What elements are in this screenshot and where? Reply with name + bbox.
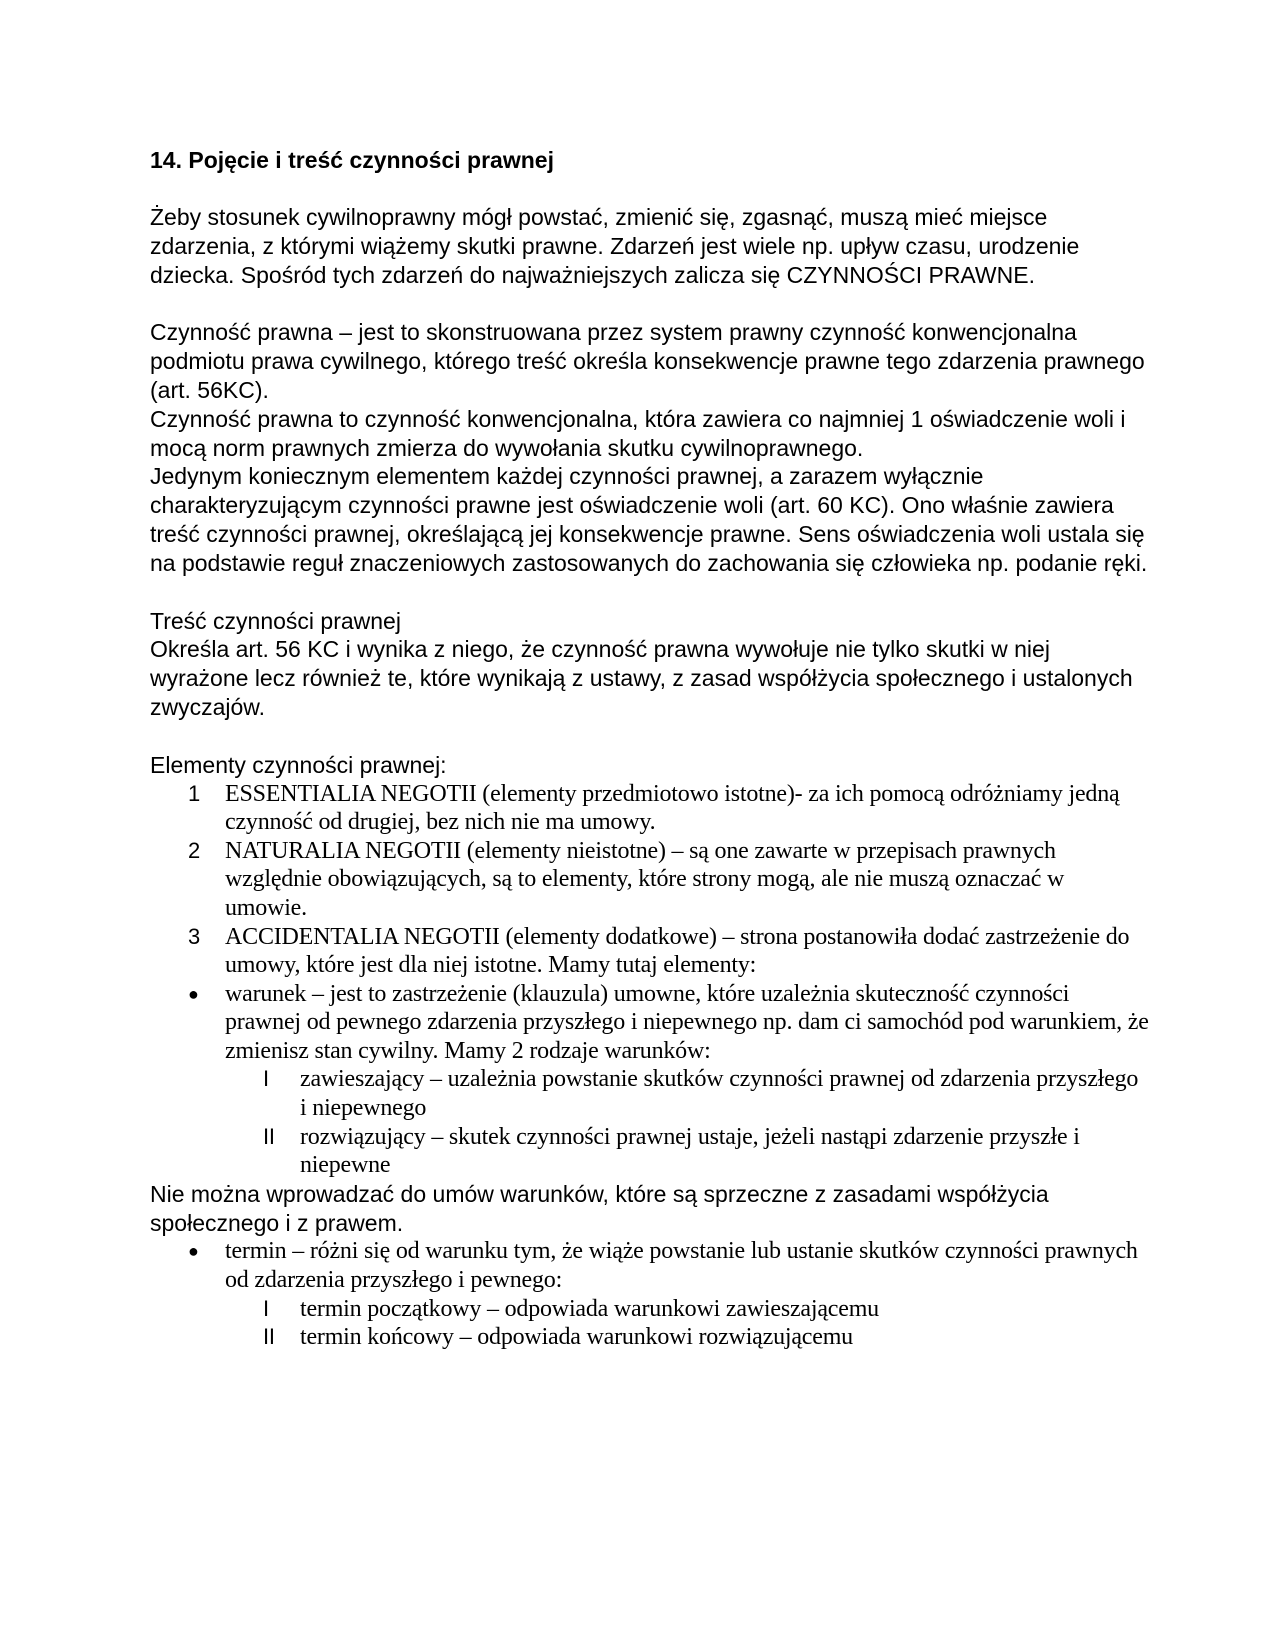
conditions-note: Nie można wprowadzać do umów warunków, które są sprzeczne z zasadami współżycia społecznego i z prawem. <box>150 1180 1049 1236</box>
content-section-heading: Treść czynności prawnej <box>150 607 401 634</box>
elements-numbered-list <box>150 780 1150 1180</box>
condition-type-item <box>150 1065 1150 1122</box>
term-type-item <box>150 1323 1150 1352</box>
list-item <box>150 780 1150 837</box>
term-bullet-item <box>150 1237 1150 1294</box>
roman-numeral: II <box>263 1324 275 1350</box>
bullet-icon: ● <box>188 983 199 1004</box>
roman-numeral: II <box>263 1123 275 1149</box>
definition-paragraph-1: Czynność prawna – jest to skonstruowana przez system prawny czynność konwencjonalna podmiotu prawa cywilnego, którego treść określa konsekwencje prawne tego zdarzenia prawnego (art. 56KC). <box>150 319 1145 403</box>
term-type-item <box>150 1295 1150 1324</box>
list-item-text: NATURALIA NEGOTII (elementy nieistotne) – są one zawarte w przepisach prawnych względnie obowiązujących, są to elementy, które strony mogą, ale nie muszą oznaczać w umowie. <box>225 837 1065 921</box>
term-list <box>150 1237 1150 1351</box>
intro-paragraph: Żeby stosunek cywilnoprawny mógł powstać, zmienić się, zgasnąć, muszą mieć miejsce zdarzenia, z którymi wiążemy skutki prawne. Zdarzeń jest wiele np. upływ czasu, urodzenie dziecka. Spośród tych zdarzeń do najważniejszych zalicza się CZYNNOŚCI PRAWNE. <box>150 204 1080 288</box>
roman-numeral: I <box>263 1066 269 1092</box>
condition-type-text: zawieszający – uzależnia powstanie skutków czynności prawnej od zdarzenia przyszłego i niepewnego <box>300 1066 1139 1122</box>
definition-paragraph-2: Czynność prawna to czynność konwencjonalna, która zawiera co najmniej 1 oświadczenie woli i mocą norm prawnych zmierza do wywołania skutku cywilnoprawnego. <box>150 405 1126 461</box>
condition-type-text: rozwiązujący – skutek czynności prawnej ustaje, jeżeli nastąpi zdarzenie przyszłe i niepewne <box>300 1123 1080 1179</box>
term-type-text: termin końcowy – odpowiada warunkowi rozwiązującemu <box>300 1324 853 1351</box>
condition-bullet-item <box>150 980 1150 1066</box>
term-text: termin – różni się od warunku tym, że wiąże powstanie lub ustanie skutków czynności prawnych od zdarzenia przyszłego i pewnego: <box>225 1238 1138 1294</box>
list-item-text: ESSENTIALIA NEGOTII (elementy przedmiotowo istotne)- za ich pomocą odróżniamy jedną czynność od drugiej, bez nich nie ma umowy. <box>225 780 1120 836</box>
list-item-number: 1 <box>188 780 201 806</box>
list-item <box>150 923 1150 980</box>
document-page <box>150 146 1150 1352</box>
list-item <box>150 837 1150 923</box>
term-type-text: termin początkowy – odpowiada warunkowi zawieszającemu <box>300 1295 879 1322</box>
definition-paragraph-3: Jedynym koniecznym elementem każdej czynności prawnej, a zarazem wyłącznie charakteryzującym czynności prawne jest oświadczenie woli (art. 60 KC). Ono właśnie zawiera treść czynności prawnej, określającą jej konsekwencje prawne. Sens oświadczenia woli ustala się na podstawie reguł znaczeniowych zastosowanych do zachowania się człowieka np. podanie ręki. <box>150 463 1148 576</box>
content-section-text: Określa art. 56 KC i wynika z niego, że czynność prawna wywołuje nie tylko skutki w niej wyrażone lecz również te, które wynikają z ustawy, z zasad współżycia społecznego i ustalonych zwyczajów. <box>150 636 1133 720</box>
elements-section-heading: Elementy czynności prawnej: <box>150 751 447 778</box>
list-item-number: 3 <box>188 923 201 949</box>
list-item-text: ACCIDENTALIA NEGOTII (elementy dodatkowe) – strona postanowiła dodać zastrzeżenie do umowy, które jest dla niej istotne. Mamy tutaj elementy: <box>225 923 1130 979</box>
roman-numeral: I <box>263 1295 269 1321</box>
list-item-number: 2 <box>188 837 201 863</box>
document-title: 14. Pojęcie i treść czynności prawnej <box>150 147 554 173</box>
bullet-icon: ● <box>188 1241 199 1262</box>
condition-type-item <box>150 1123 1150 1180</box>
condition-text: warunek – jest to zastrzeżenie (klauzula) umowne, które uzależnia skuteczność czynności prawnej od pewnego zdarzenia przyszłego i niepewnego np. dam ci samochód pod warunkiem, że zmienisz stan cywilny. Mamy 2 rodzaje warunków: <box>225 980 1149 1064</box>
